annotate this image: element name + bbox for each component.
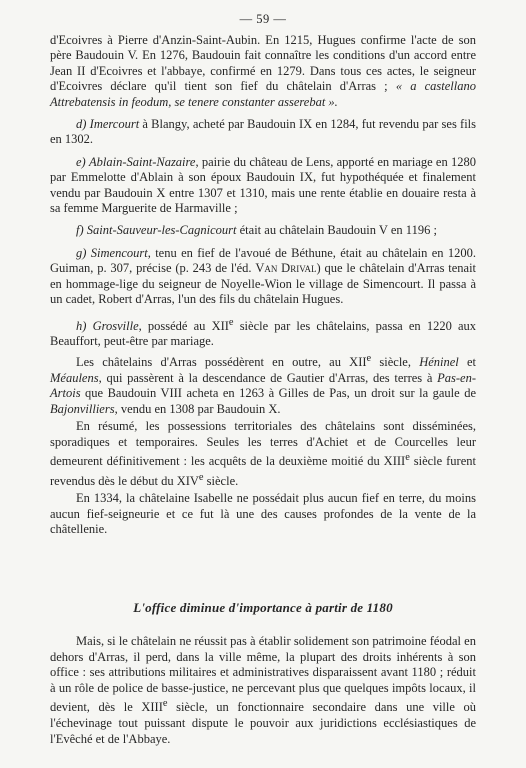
paragraph-office — [50, 634, 476, 747]
item-text: , pairie du château de Lens, apporté en mariage en 1280 par Emmelotte d'Ablain à son époux Baudouin IX, fut hypothéquée et finalement vendu par Baudouin X entre 1307 et 1310, mais une rente établie en douaire resta à sa femme Marguerite de Harmaville ; — [50, 154, 477, 216]
closing-text — [50, 634, 476, 747]
item-letter: e) — [76, 154, 86, 169]
superscript: e — [228, 316, 234, 328]
latin-quote: « a castellano Attrebatensis in feodum, se tenere constanter asserebat ». — [50, 79, 476, 109]
superscript: e — [405, 452, 410, 464]
paragraph-text: d'Ecoivres à Pierre d'Anzin-Saint-Aubin. En 1215, Hugues confirme l'acte de son père Baudouin V. En 1276, Baudouin fait connaître les conditions d'un accord entre Jean II d'Ecoivres et l'abbaye, confirmé en 1279. Dans tous ces actes, le seigneur d'Ecoivres déclare qu'il tient son fief du châtelain d'Arras ; — [50, 33, 476, 94]
item-f — [50, 223, 476, 238]
paragraph-text: siècle, — [371, 355, 420, 370]
item-d — [50, 117, 476, 148]
paragraph-text: , qui passèrent à la descendance de Gautier d'Arras, des terres à — [98, 371, 438, 386]
item-h — [50, 315, 476, 350]
superscript: e — [366, 353, 372, 365]
place-name: Imercourt — [89, 117, 140, 132]
item-text: siècle par les châtelains, passa en 1220 aux Beauffort, peut-être par mariage. — [50, 318, 477, 349]
paragraph-text: En résumé, les possessions territoriales des châtelains sont disséminées, sporadiques et temporaires. Seules les terres d'Achiet et de Courcelles leur demeurent définitivement : les acquêts de la deuxième moitié du XIII — [50, 419, 476, 469]
item-text: était au châtelain Baudouin V en 1196 ; — [236, 223, 437, 238]
item-text: ) que le châtelain d'Arras tenait en hommage-lige du seigneur de Noyelle-Wion le village de Simencourt. Il passa à un cadet, Robert d'Arras, l'un des fils du châtelain Hugues. — [50, 261, 477, 307]
place-name: Méaulens — [50, 371, 99, 386]
item-letter: f) — [76, 223, 84, 238]
paragraph-1334: En 1334, la châtelaine Isabelle ne possédait plus aucun fief en terre, du moins aucun fief-seigneurie et ce fut là une des causes profondes de la vente de la châtellenie. — [50, 491, 476, 536]
paragraph-text: siècle, un fonctionnaire secondaire dans une ville où l'échevinage tout puissant dispute le pouvoir aux juridictions ecclésiastiques de l'Evêché et de l'Abbaye. — [50, 700, 476, 746]
item-e — [50, 155, 476, 217]
place-name: Ablain-Saint-Nazaire — [89, 154, 196, 169]
main-text — [50, 33, 476, 544]
editor-name: Van Drival — [255, 261, 317, 276]
place-name: Héninel — [419, 355, 459, 370]
place-name: Grosville — [92, 318, 139, 333]
page-number: — 59 — — [239, 12, 287, 26]
paragraph-text: que Baudouin VIII acheta en 1263 à Gilles de Pas, un droit sur la gaule de — [80, 386, 476, 401]
item-letter: h) — [76, 318, 87, 333]
item-g — [50, 246, 476, 308]
item-letter: d) — [76, 117, 87, 132]
paragraph-text: Les châtelains d'Arras possédèrent en outre, au XII — [76, 355, 367, 370]
item-text: à Blangy, acheté par Baudouin IX en 1284, fut revendu par ses fils en 1302. — [50, 117, 477, 147]
paragraph-text: siècle. — [203, 473, 239, 488]
place-name: Bajonvilliers — [50, 401, 115, 416]
item-text: , possédé au XII — [138, 318, 229, 333]
paragraph-text: Mais, si le châtelain ne réussit pas à établir solidement son patrimoine féodal en dehors d'Arras, il perd, dans la ville même, la plupart des droits inhérents à son office : ses attributions militaires et administratives disparaissent avant 1180 ; réduit à un rôle de police de basse-justice, ne percevant plus que quelques impôts locaux, il devient, dès le XIII — [50, 634, 476, 715]
paragraph-text: et — [458, 355, 476, 370]
paragraph-other-possessions — [50, 351, 476, 417]
superscript: e — [198, 471, 204, 483]
place-name: Saint-Sauveur-les-Cagnicourt — [86, 223, 237, 238]
place-name: Pas-en-Artois — [50, 371, 476, 401]
paragraph-ecoivres — [50, 33, 476, 110]
paragraph-text: siècle furent revendus dès le début du XIV — [50, 454, 476, 488]
paragraph-resume — [50, 419, 476, 489]
item-text: , tenu en fief de l'avoué de Béthune, était au châtelain en 1200. Guiman, p. 307, précise (p. 243 de l'éd. — [50, 245, 477, 276]
section-heading: L'office diminue d'importance à partir de 1180 — [133, 600, 393, 615]
place-name: Simencourt — [90, 245, 148, 260]
paragraph-text: , vendu en 1308 par Baudouin X. — [114, 401, 281, 416]
superscript: e — [162, 698, 168, 710]
item-letter: g) — [76, 245, 87, 260]
